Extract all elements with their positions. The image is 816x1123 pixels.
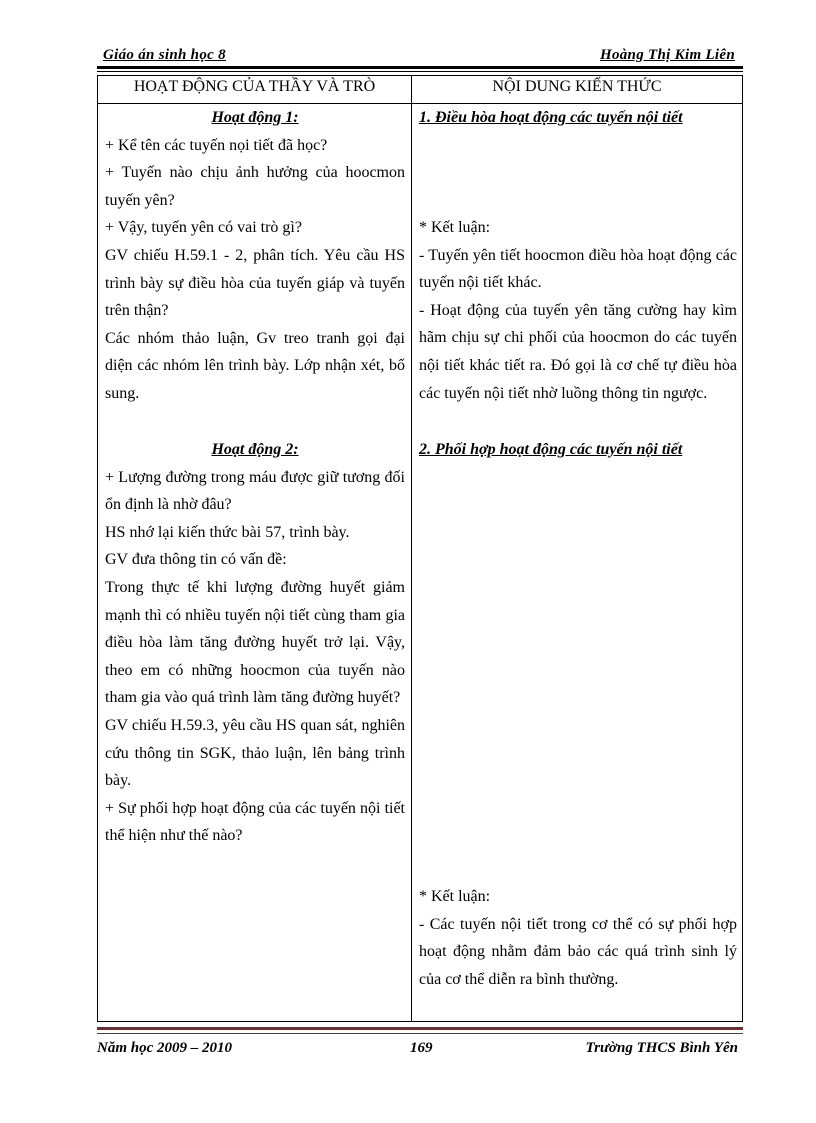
a2-line: HS nhớ lại kiến thức bài 57, trình bày.: [105, 523, 350, 541]
s1-point: - Tuyến yên tiết hoocmon điều hòa hoạt động các tuyến nội tiết khác.: [419, 246, 737, 292]
a1-line: GV chiếu H.59.1 - 2, phân tích. Yêu cầu HS trình bày sự điều hòa của tuyến giáp và tuyến trên thận?: [105, 246, 405, 320]
section-1-title: 1. Điều hòa hoạt động các tuyến nội tiết: [419, 109, 683, 126]
a2-line: + Sự phối hợp hoạt động của các tuyến nội tiết thể hiện như thế nào?: [105, 799, 405, 845]
right-section-1-title: [419, 104, 737, 132]
a1-line: + Kể tên các tuyến nọi tiết đã học?: [105, 136, 328, 154]
page-number: 169: [410, 1040, 433, 1056]
left-activity-2: [105, 436, 405, 850]
right-section-2-title: [419, 436, 737, 464]
footer-rule-thick: [97, 1027, 743, 1030]
activity-1-title: Hoạt động 1:: [211, 109, 299, 126]
footer-school-name: Trường THCS Bình Yên: [585, 1040, 738, 1056]
s2-conclusion-label: * Kết luận:: [419, 888, 491, 905]
s1-point: - Hoạt động của tuyến yên tăng cường hay kìm hãm chịu sự chi phối của hoocmon do các tuyến nội tiết khác tiết ra. Đó gọi là cơ chế tự điều hòa các tuyến nội tiết nhờ luồng thông tin ngược.: [419, 301, 737, 402]
page-header: [103, 44, 743, 66]
header-author: Hoàng Thị Kim Liên: [599, 47, 735, 63]
a2-line: Trong thực tế khi lượng đường huyết giảm mạnh thì có nhiều tuyến nội tiết cùng tham gia điều hòa làm tăng đường huyết trở lại. Vậy, theo em có những hoocmon của tuyến nào tham gia vào quá trình làm tăng đường huyết?: [105, 578, 405, 707]
header-subject: Giáo án sinh học 8: [103, 47, 226, 63]
s1-conclusion-label: * Kết luận:: [419, 219, 491, 236]
column-divider: [411, 75, 412, 1022]
column-header-activities: HOẠT ĐỘNG CỦA THẦY VÀ TRÒ: [133, 78, 376, 95]
header-rule-thin: [97, 71, 743, 72]
right-section-1-body: [419, 214, 737, 407]
header-rule-thick: [97, 66, 743, 69]
lesson-table: [97, 75, 743, 1022]
right-section-2-body: [419, 883, 737, 993]
a2-line: GV chiếu H.59.3, yêu cầu HS quan sát, nghiên cứu thông tin SGK, thảo luận, lên bảng trình bày.: [105, 716, 405, 790]
column-header-content: NỘI DUNG KIẾN THỨC: [492, 78, 662, 95]
a1-line: + Vậy, tuyến yên có vai trò gì?: [105, 219, 302, 237]
s2-point: - Các tuyến nội tiết trong cơ thể có sự phối hợp hoạt động nhằm đảm bảo các quá trình sinh lý của cơ thể diễn ra bình thường.: [419, 915, 737, 988]
footer-school-year: Năm học 2009 – 2010: [97, 1040, 232, 1056]
footer-rule-thin: [97, 1033, 743, 1034]
section-2-title: 2. Phối hợp hoạt động các tuyến nội tiết: [419, 441, 683, 458]
a1-line: + Tuyến nào chịu ảnh hưởng của hoocmon tuyến yên?: [105, 164, 405, 209]
activity-2-title: Hoạt động 2:: [211, 441, 299, 458]
left-activity-1: [105, 104, 405, 408]
a2-line: GV đưa thông tin có vấn đề:: [105, 551, 287, 569]
a2-line: + Lượng đường trong máu được giữ tương đối ổn định là nhờ đâu?: [105, 468, 405, 514]
a1-line: Các nhóm thảo luận, Gv treo tranh gọi đại diện các nhóm lên trình bày. Lớp nhận xét, bổ sung.: [105, 329, 405, 402]
